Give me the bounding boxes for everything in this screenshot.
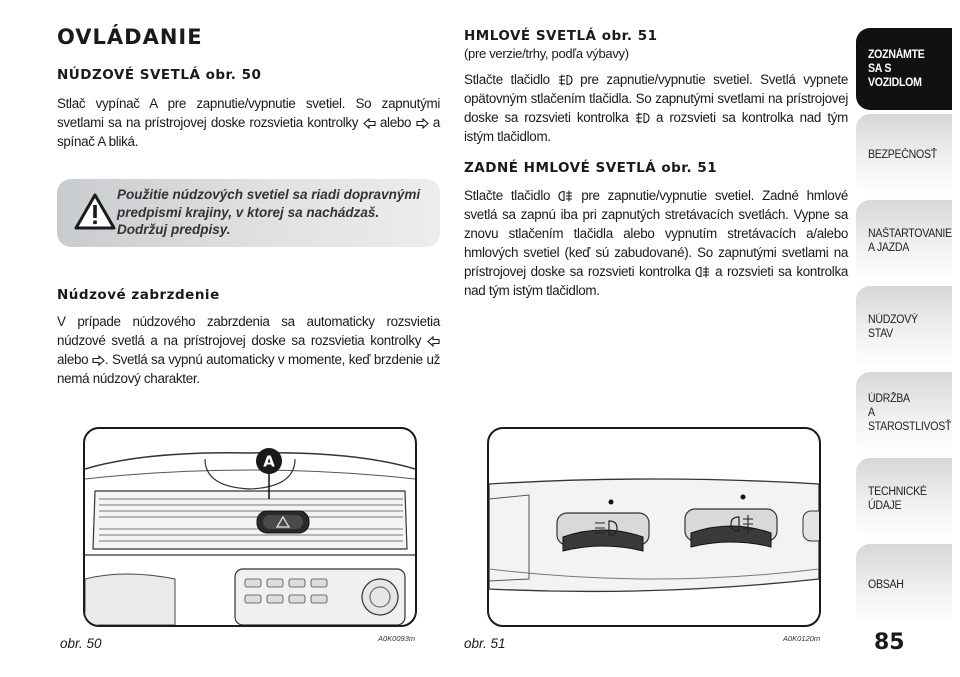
figure-50-caption: obr. 50 — [60, 636, 102, 651]
figure-51-code: A0K0120m — [783, 634, 821, 643]
warning-triangle-icon — [73, 192, 117, 232]
rear-fog-light-icon — [695, 266, 710, 278]
tab-nastartovanie-a-jazda[interactable] — [856, 200, 952, 282]
emergency-braking-heading: Núdzové zabrzdenie — [57, 287, 220, 303]
tab-zoznamte-sa-s-vozidlom[interactable] — [856, 28, 952, 110]
turn-right-arrow-icon — [416, 118, 429, 129]
fog-lights-text: Stlačte tlačidlo pre zapnutie/vypnutie svetiel. Svetlá vypnete opätovným stlačením tlačidla. So zapnutými svetlami na prístrojovej doske sa rozsvieti kontrolka a rozsvieti sa kontrolka nad tým istým tlačidlom. — [464, 72, 848, 144]
warning-text: Použitie núdzových svetiel sa riadi dopravnými predpismi krajiny, v ktorej sa nachádzaš. Dodržuj predpisy. — [117, 187, 421, 237]
tab-label: OBSAH — [868, 579, 904, 591]
tab-label: ZOZNÁMTE SA S VOZIDLOM — [868, 49, 925, 89]
tab-label: NAŠTARTOVANIE A JAZDA — [868, 228, 952, 254]
tab-label: TECHNICKÉ ÚDAJE — [868, 486, 927, 512]
tab-obsah[interactable] — [856, 544, 952, 626]
turn-right-arrow-icon — [92, 355, 105, 366]
figure-50-hazard-switch — [83, 427, 417, 627]
rear-fog-lights-text: Stlačte tlačidlo pre zapnutie/vypnutie svetiel. Zadné hmlové svetlá sa zapnú iba pri zapnutých stretávacích svetlách. Vypne sa znovu stlačením tlačidla alebo vypnutím stretávacích a/alebo hmlových svetiel (keď sú zabudované). So zapnutými svetlami na prístrojovej doske sa rozsvieti kontrolka a rozsvieti sa kontrolka nad tým istým tlačidlom. — [464, 188, 849, 298]
fog-lights-subheading: (pre verzie/trhy, podľa výbavy) — [464, 46, 629, 61]
tab-technicke-udaje[interactable] — [856, 458, 952, 540]
turn-left-arrow-icon — [363, 118, 376, 129]
fog-switch-illustration — [489, 429, 819, 625]
turn-left-arrow-icon — [427, 336, 440, 347]
rear-fog-lights-heading: ZADNÉ HMLOVÉ SVETLÁ obr. 51 — [464, 160, 718, 176]
hazard-lights-heading: NÚDZOVÉ SVETLÁ obr. 50 — [57, 67, 262, 83]
rear-fog-light-icon — [558, 190, 573, 202]
figure-51-caption: obr. 51 — [464, 636, 506, 651]
front-fog-light-icon — [635, 112, 650, 124]
hazard-lights-text: Stlač vypínač A pre zapnutie/vypnutie svetiel. So zapnutými svetlami sa na prístrojovej doske rozsvietia kontrolky alebo a spínač A bliká. — [57, 96, 440, 149]
figure-51-fog-switches — [487, 427, 821, 627]
tab-label: BEZPEČNOSŤ — [868, 149, 937, 161]
dashboard-illustration — [85, 429, 415, 625]
figure-50-code: A0K0093m — [378, 634, 416, 643]
front-fog-light-icon — [558, 74, 573, 86]
tab-nudzovy-stav[interactable] — [856, 286, 952, 368]
warning-box — [57, 179, 440, 247]
tab-bezpecnost[interactable] — [856, 114, 952, 196]
callout-a-label: A — [263, 452, 275, 471]
tab-udrzba-a-starostlivost[interactable] — [856, 372, 952, 454]
tab-label: ÚDRŽBA A STAROSTLIVOSŤ — [868, 393, 952, 433]
page-number: 85 — [874, 630, 905, 655]
emergency-braking-text: V prípade núdzového zabrzdenia sa automaticky rozsvietia núdzové svetlá a na prístrojovej doske sa rozsvietia kontrolky alebo . Svetlá sa vypnú automaticky v momente, keď brzdenie už nemá núdzový charakter. — [57, 314, 441, 386]
page-title: OVLÁDANIE — [57, 25, 203, 49]
tab-label: NÚDZOVÝ STAV — [868, 314, 918, 340]
fog-lights-heading: HMLOVÉ SVETLÁ obr. 51 — [464, 28, 658, 44]
